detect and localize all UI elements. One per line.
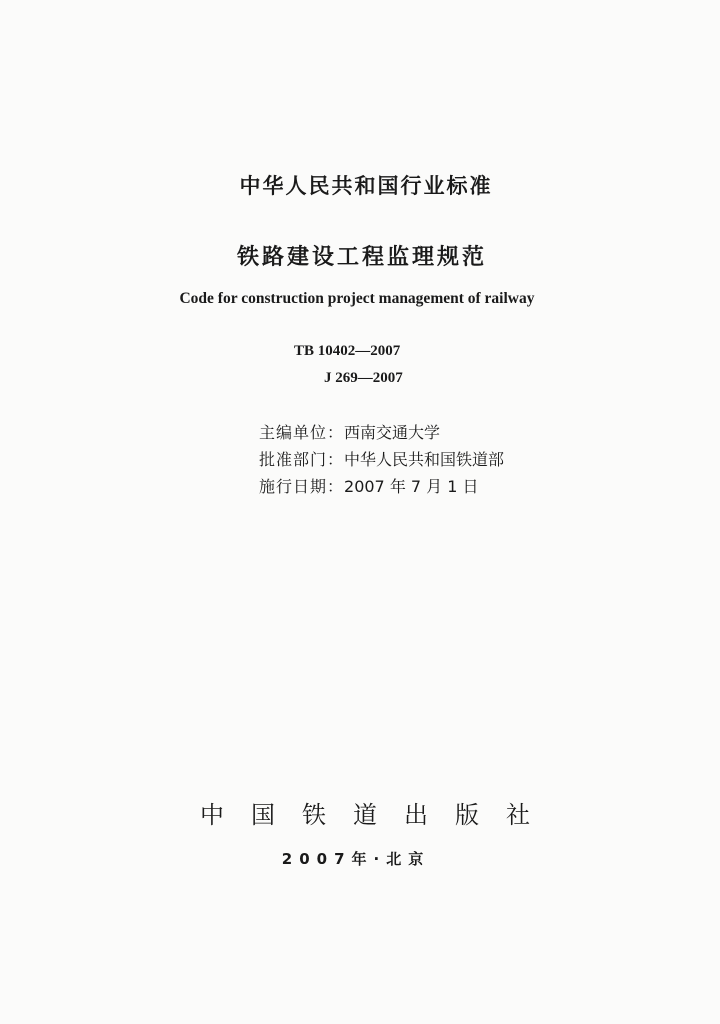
editor-row xyxy=(259,420,440,443)
standard-code-j: J 269—2007 xyxy=(324,370,403,386)
standard-code-tb: TB 10402—2007 xyxy=(294,343,401,359)
approver-label: 批准部门： xyxy=(259,450,345,469)
editor-value: 西南交通大学 xyxy=(344,423,441,442)
publisher-name: 中国铁道出版社 xyxy=(200,801,557,829)
approver-value: 中华人民共和国铁道部 xyxy=(344,450,505,469)
document-title-cn: 铁路建设工程监理规范 xyxy=(236,245,487,270)
standard-category: 中华人民共和国行业标准 xyxy=(239,174,493,198)
approver-row xyxy=(259,447,504,470)
effective-date-row xyxy=(259,474,479,497)
effective-date-value: 2007 年 7 月 1 日 xyxy=(344,477,479,496)
document-title-en: Code for construction project management of railway xyxy=(179,290,535,307)
effective-date-label: 施行日期： xyxy=(259,477,345,496)
publication-info: 2007年·北京 xyxy=(281,850,431,868)
editor-label: 主编单位： xyxy=(259,423,345,442)
